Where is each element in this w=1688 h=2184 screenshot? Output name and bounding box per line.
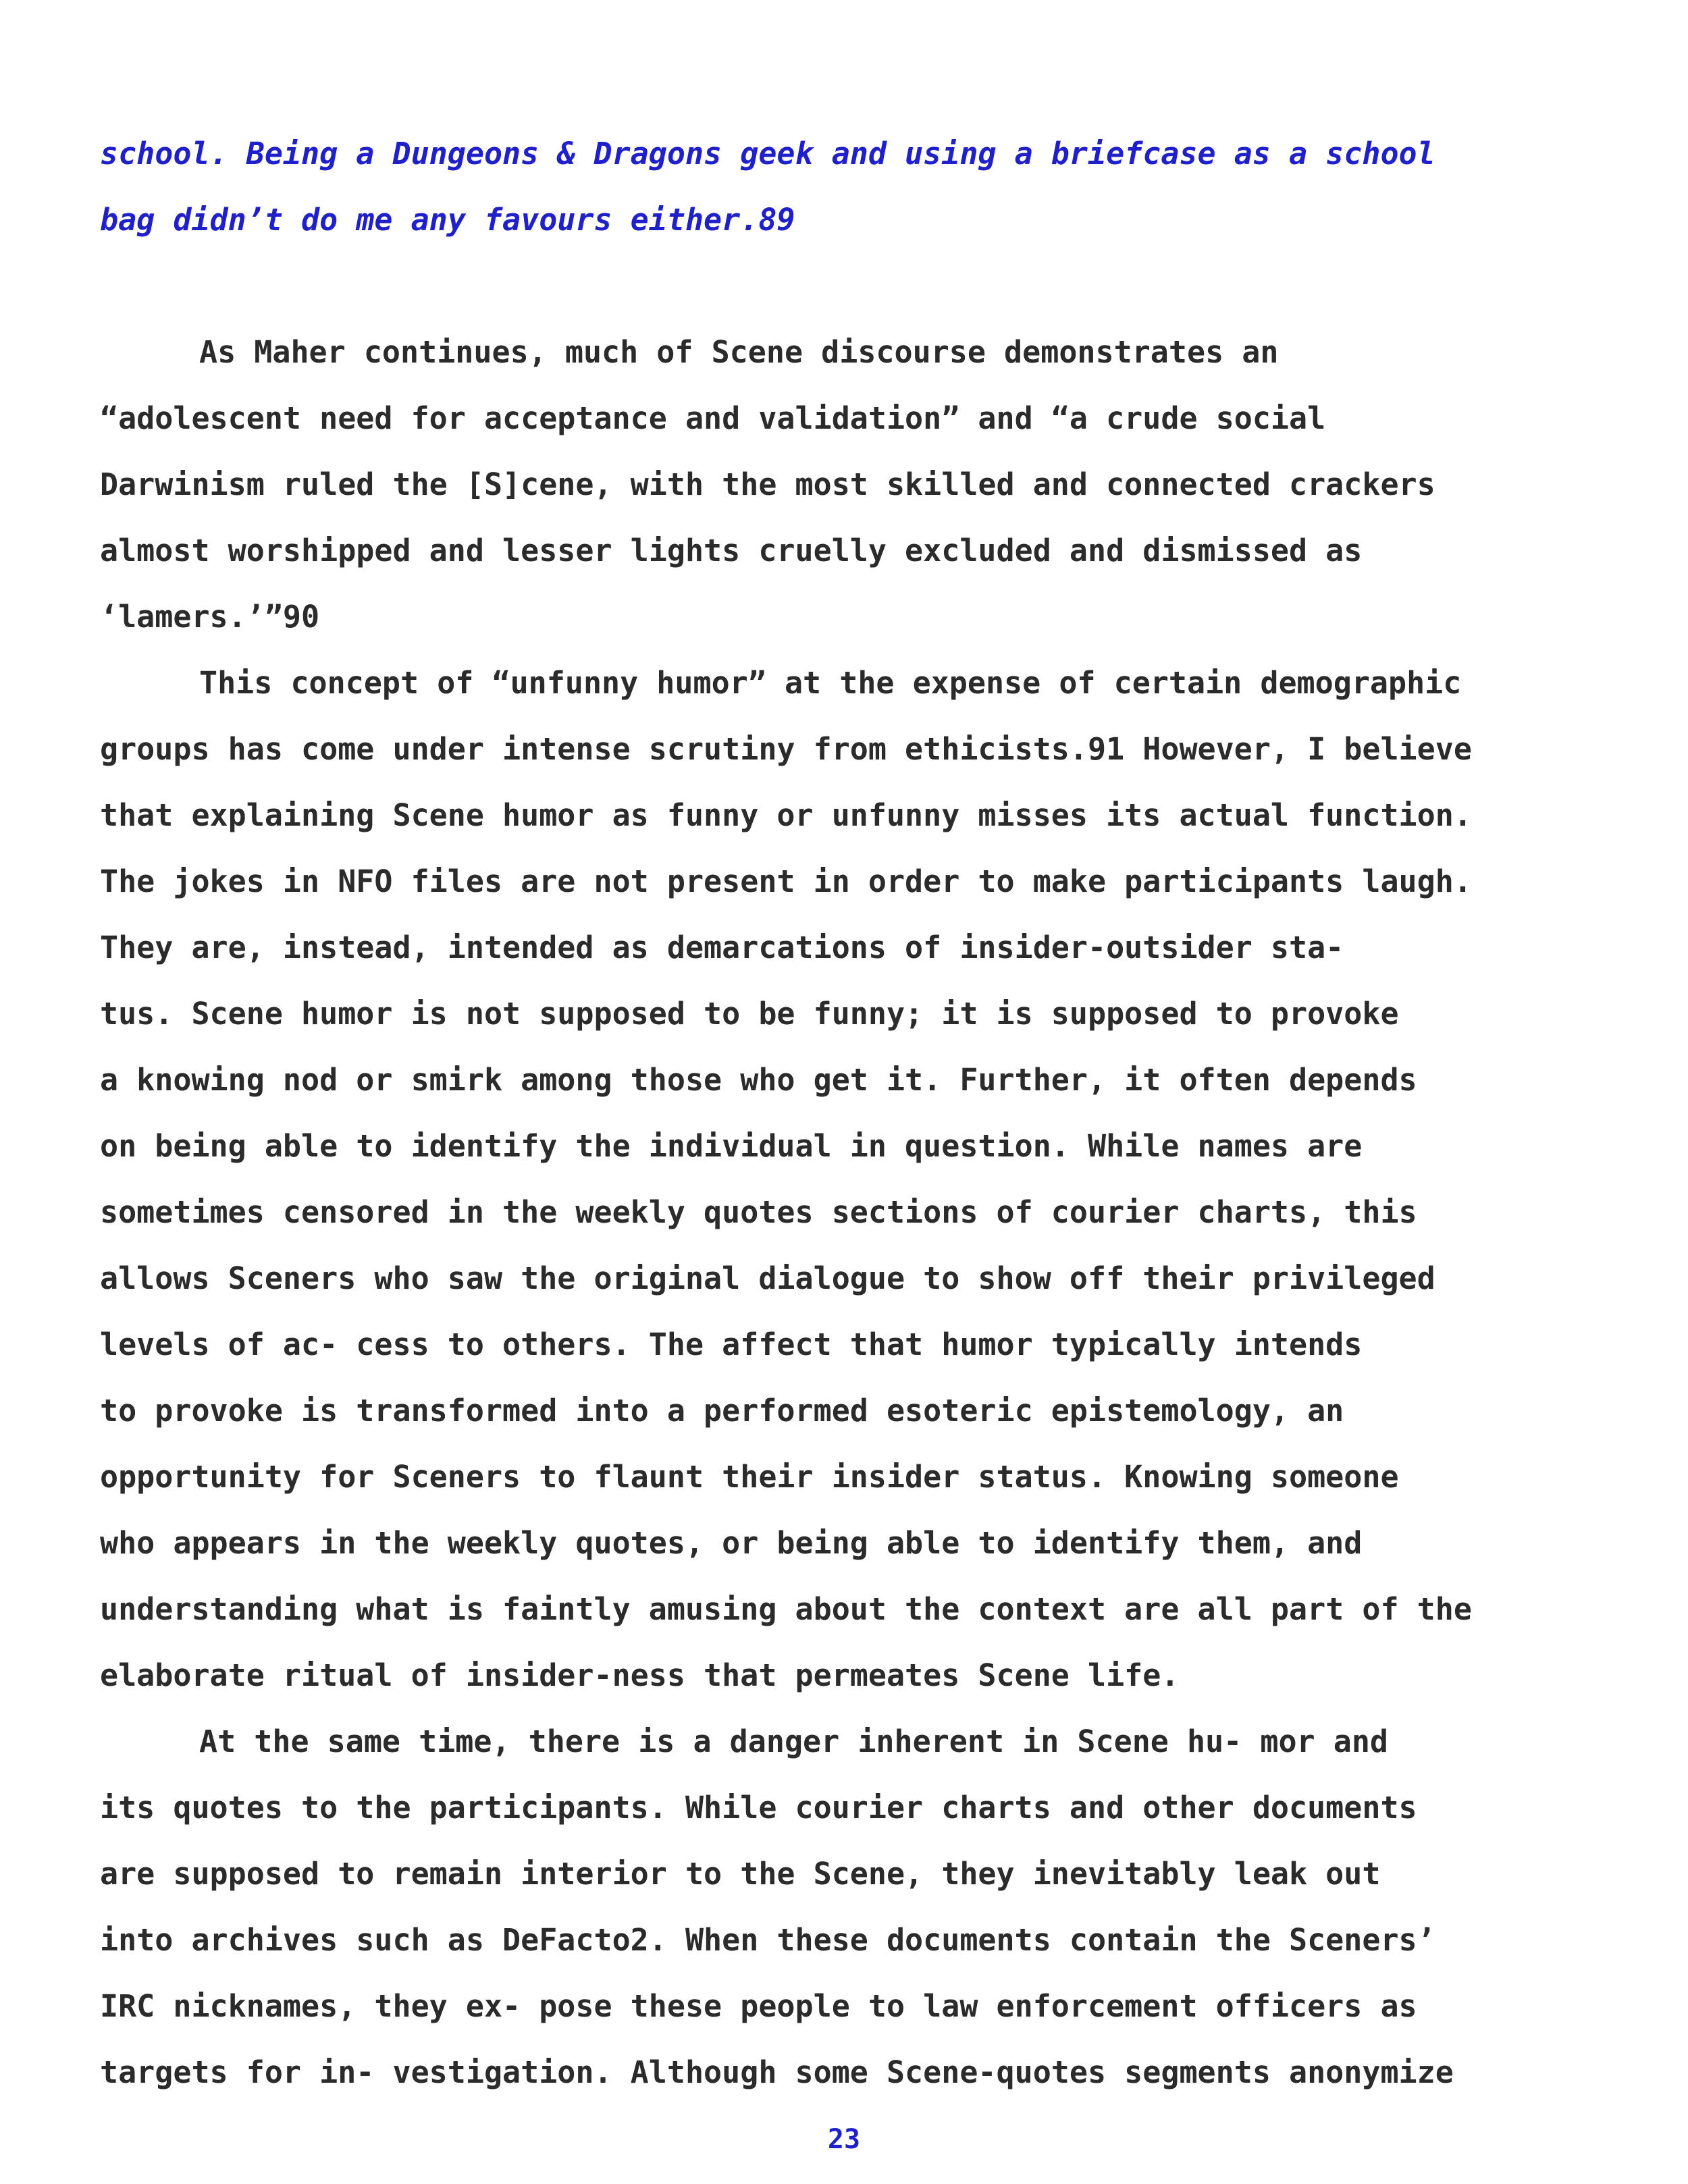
paragraph-line: As Maher continues, much of Scene discourse demonstrates an: [199, 334, 1279, 370]
paragraph-line: understanding what is faintly amusing about the context are all part of the: [100, 1591, 1472, 1627]
page-number: 23: [827, 2124, 861, 2155]
paragraph-line: groups has come under intense scrutiny from ethicists.91 However, I believe: [100, 731, 1472, 767]
paragraph-line: targets for in- vestigation. Although some Scene-quotes segments anonymize: [100, 2054, 1454, 2090]
paragraph-line: At the same time, there is a danger inherent in Scene hu- mor and: [199, 1724, 1388, 1759]
paragraph-line: The jokes in NFO files are not present in order to make participants laugh.: [100, 863, 1472, 899]
paragraph-line: that explaining Scene humor as funny or unfunny misses its actual function.: [100, 797, 1472, 833]
paragraph-line: on being able to identify the individual in question. While names are: [100, 1128, 1363, 1164]
paragraph-line: levels of ac- cess to others. The affect that humor typically intends: [100, 1327, 1363, 1362]
block-quote-line: school. Being a Dungeons & Dragons geek and using a briefcase as a school: [100, 136, 1435, 171]
paragraph-line: are supposed to remain interior to the Scene, they inevitably leak out: [100, 1856, 1381, 1892]
paragraph-line: “adolescent need for acceptance and validation” and “a crude social: [100, 400, 1326, 436]
paragraph-line: This concept of “unfunny humor” at the expense of certain demographic: [199, 665, 1462, 701]
paragraph-line: to provoke is transformed into a performed esoteric epistemology, an: [100, 1393, 1344, 1429]
paragraph-line: IRC nicknames, they ex- pose these people to law enforcement officers as: [100, 1988, 1417, 2024]
paragraph-line: a knowing nod or smirk among those who get it. Further, it often depends: [100, 1062, 1417, 1098]
paragraph-line: ‘lamers.’”90: [100, 599, 320, 635]
paragraph-line: opportunity for Sceners to flaunt their insider status. Knowing someone: [100, 1459, 1399, 1495]
paragraph-line: allows Sceners who saw the original dialogue to show off their privileged: [100, 1260, 1435, 1296]
paragraph-line: sometimes censored in the weekly quotes sections of courier charts, this: [100, 1194, 1417, 1230]
paragraph-line: tus. Scene humor is not supposed to be funny; it is supposed to provoke: [100, 996, 1399, 1032]
paragraph-line: who appears in the weekly quotes, or being able to identify them, and: [100, 1525, 1363, 1561]
paragraph-line: Darwinism ruled the [S]cene, with the most skilled and connected crackers: [100, 467, 1435, 502]
paragraph-line: its quotes to the participants. While courier charts and other documents: [100, 1790, 1417, 1826]
paragraph-line: almost worshipped and lesser lights cruelly excluded and dismissed as: [100, 533, 1363, 568]
paragraph-line: elaborate ritual of insider-ness that permeates Scene life.: [100, 1657, 1180, 1693]
paragraph-line: They are, instead, intended as demarcations of insider-outsider sta-: [100, 930, 1344, 965]
block-quote-line: bag didn’t do me any favours either.89: [100, 202, 795, 238]
paragraph-line: into archives such as DeFacto2. When these documents contain the Sceners’: [100, 1922, 1435, 1958]
